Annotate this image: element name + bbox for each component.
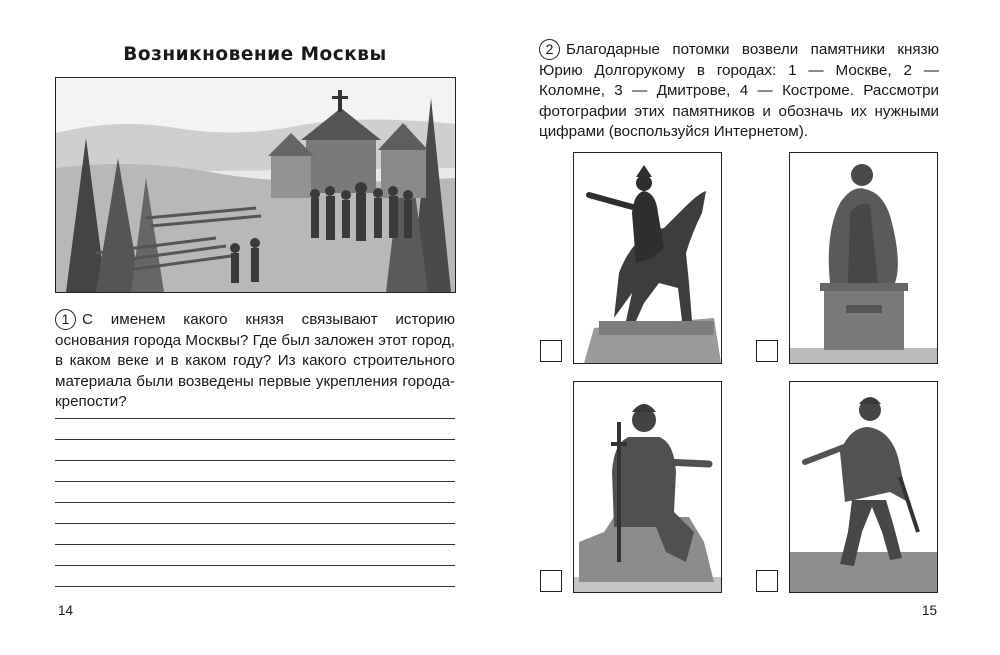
answer-checkbox-4[interactable]: [756, 570, 778, 592]
striding-statue-icon: [790, 382, 937, 592]
equestrian-statue-icon: [574, 153, 721, 363]
monument-photo-2: [789, 152, 938, 364]
illustration-ancient-moscow: [55, 77, 456, 293]
answer-line[interactable]: [55, 418, 455, 419]
answer-line[interactable]: [55, 439, 455, 440]
answer-checkbox-2[interactable]: [756, 340, 778, 362]
page-number-right: 15: [922, 603, 938, 618]
seated-statue-icon: [574, 382, 721, 592]
task-1-question: [55, 309, 455, 413]
answer-line[interactable]: [55, 586, 455, 587]
answer-checkbox-3[interactable]: [540, 570, 562, 592]
answer-line[interactable]: [55, 502, 455, 503]
monument-photo-3: [573, 381, 722, 593]
answer-line[interactable]: [55, 565, 455, 566]
answer-checkbox-1[interactable]: [540, 340, 562, 362]
task-2-number-badge: 2: [539, 39, 560, 60]
monument-photo-1: [573, 152, 722, 364]
answer-line[interactable]: [55, 523, 455, 524]
answer-line[interactable]: [55, 481, 455, 482]
task-1-number-badge: 1: [55, 309, 76, 330]
task-2-text: Благодарные потомки возвели памятники князю Юрию Долгорукому в городах: 1 — Москве, 2 — Коломне, 3 — Дмитрове, 4 — Костроме. Рассмотри фотографии этих памятников и обозначь их нужными цифрами (воспользуйся Интернетом).: [539, 41, 939, 140]
task-1-text: С именем какого князя связывают историю основания города Москвы? Где был заложен этот город, в каком веке и в каком году? Из какого строительного материала были возведены первые укрепления города-крепости?: [55, 311, 455, 410]
answer-line[interactable]: [55, 460, 455, 461]
standing-cloaked-statue-icon: [790, 153, 937, 363]
ancient-moscow-painting-icon: [56, 78, 455, 292]
task-2-question: [539, 39, 939, 143]
answer-line[interactable]: [55, 544, 455, 545]
page-title: Возникновение Москвы: [123, 44, 387, 65]
monument-photo-4: [789, 381, 938, 593]
page-number-left: 14: [58, 603, 74, 618]
